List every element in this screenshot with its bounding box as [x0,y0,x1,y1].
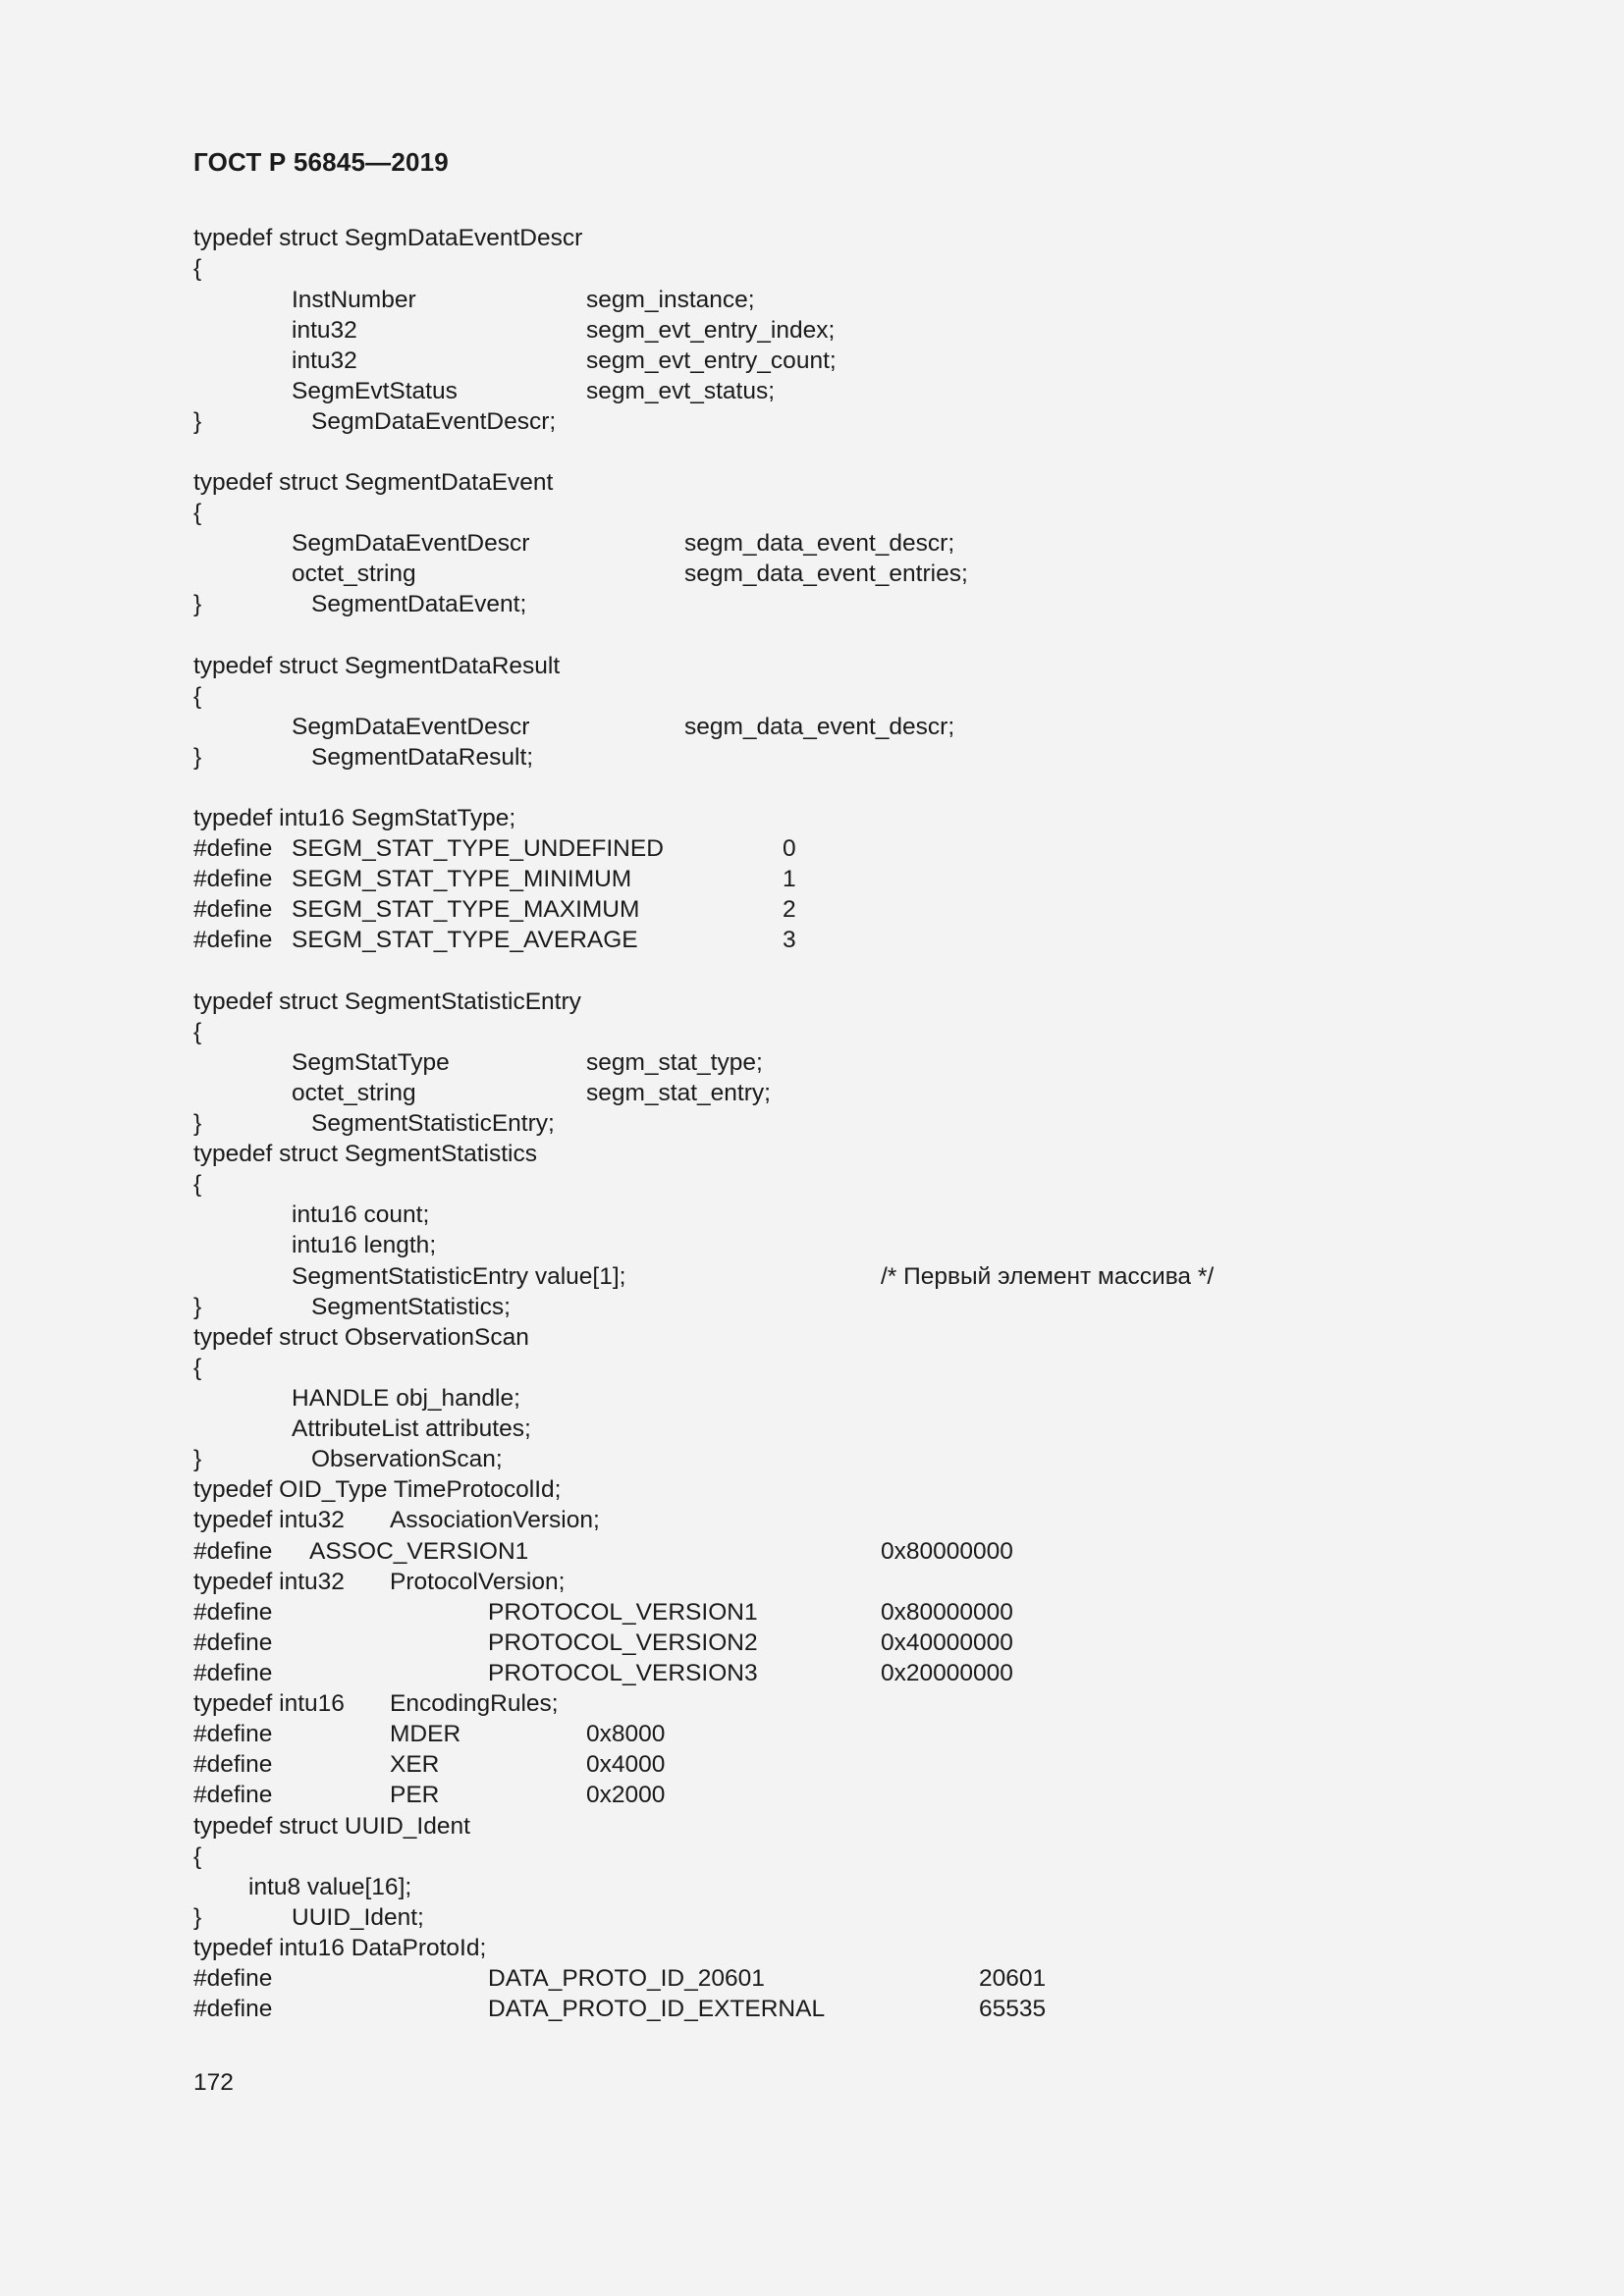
code-line [0,1658,1624,1688]
code-token: SegmentDataResult; [311,744,534,771]
code-token: typedef struct SegmentStatisticEntry [193,988,581,1015]
code-token: { [193,255,202,282]
code-token: #define [193,835,273,862]
code-token: #define [193,1965,273,1992]
code-token: 0x8000 [586,1721,666,1747]
code-token: #define [193,896,273,923]
code-token: ObservationScan; [311,1446,503,1472]
code-token: typedef intu32 [193,1507,345,1533]
code-token: #define [193,1721,273,1747]
code-line [0,1444,1624,1474]
code-line [0,1230,1624,1260]
code-token: SEGM_STAT_TYPE_UNDEFINED [292,835,664,862]
code-token: intu8 value[16]; [248,1874,412,1900]
code-line [0,1353,1624,1383]
code-token: SegmentStatistics; [311,1294,511,1320]
code-token: AttributeList attributes; [292,1415,531,1442]
code-token: #define [193,1538,273,1565]
code-token: { [193,1843,202,1870]
code-line [0,1933,1624,1963]
code-token: typedef struct UUID_Ident [193,1813,470,1840]
code-token: segm_data_event_descr; [684,530,955,557]
code-token: SegmDataEventDescr [292,530,530,557]
code-line [0,1597,1624,1628]
code-token: SegmentDataEvent; [311,591,527,617]
code-token: segm_instance; [586,287,755,313]
code-token: { [193,1019,202,1045]
code-token: PROTOCOL_VERSION3 [488,1660,758,1686]
code-token: segm_evt_entry_index; [586,317,836,344]
code-line [0,894,1624,925]
code-token: typedef OID_Type TimeProtocolId; [193,1476,562,1503]
code-line [0,406,1624,437]
code-token: SegmDataEventDescr [292,714,530,740]
code-token: PROTOCOL_VERSION1 [488,1599,758,1626]
code-token: } [193,744,202,771]
code-token: typedef struct ObservationScan [193,1324,529,1351]
code-token: UUID_Ident; [292,1904,424,1931]
code-line [0,1047,1624,1078]
code-token: InstNumber [292,287,416,313]
code-token: { [193,683,202,710]
code-line [0,559,1624,589]
code-line [0,1628,1624,1658]
code-line [0,1567,1624,1597]
code-line [0,498,1624,528]
code-line [0,1292,1624,1322]
code-token: typedef struct SegmentDataEvent [193,469,554,496]
code-line [0,1963,1624,1994]
code-token: typedef struct SegmDataEventDescr [193,225,583,251]
code-line [0,528,1624,559]
code-token: segm_data_event_entries; [684,561,968,587]
code-line [0,346,1624,376]
code-token: { [193,500,202,526]
code-line [0,376,1624,406]
code-token: segm_data_event_descr; [684,714,955,740]
code-token: typedef intu16 SegmStatType; [193,805,516,831]
code-token: segm_evt_entry_count; [586,347,837,374]
code-line [0,1842,1624,1872]
code-line [0,1017,1624,1047]
code-token: intu16 count; [292,1201,430,1228]
code-line [0,1505,1624,1535]
code-token: SEGM_STAT_TYPE_MAXIMUM [292,896,640,923]
code-token: typedef intu16 DataProtoId; [193,1935,487,1961]
code-token: #define [193,866,273,892]
code-line [0,681,1624,712]
code-line [0,1688,1624,1719]
code-line [0,1749,1624,1780]
page-number: 172 [193,2069,234,2096]
code-token: typedef struct SegmentDataResult [193,653,561,679]
code-token: { [193,1171,202,1198]
code-line [0,987,1624,1017]
code-token: SEGM_STAT_TYPE_AVERAGE [292,927,638,953]
code-line [0,285,1624,315]
code-token: segm_stat_entry; [586,1080,771,1106]
code-token: PER [390,1782,440,1808]
code-token: #define [193,927,273,953]
code-token: 0x20000000 [881,1660,1013,1686]
code-token: } [193,1446,202,1472]
code-token: 0x4000 [586,1751,666,1778]
code-token: SegmentStatisticEntry; [311,1110,555,1137]
code-token: typedef intu32 [193,1569,345,1595]
code-token: XER [390,1751,440,1778]
code-token: 1 [783,866,796,892]
code-token: } [193,591,202,617]
code-token: typedef intu16 [193,1690,345,1717]
code-token: DATA_PROTO_ID_EXTERNAL [488,1996,826,2022]
code-token: #define [193,1782,273,1808]
code-line [0,1902,1624,1933]
code-line [0,1811,1624,1842]
code-line [0,1719,1624,1749]
code-line [0,833,1624,864]
code-token: 3 [783,927,796,953]
code-token: MDER [390,1721,461,1747]
code-token: ASSOC_VERSION1 [309,1538,529,1565]
code-token: DATA_PROTO_ID_20601 [488,1965,765,1992]
code-token: #define [193,1599,273,1626]
code-token: 0x40000000 [881,1629,1013,1656]
code-token: octet_string [292,561,416,587]
code-line [0,1139,1624,1169]
code-token: intu32 [292,317,357,344]
code-line [0,712,1624,742]
code-token: HANDLE obj_handle; [292,1385,520,1412]
code-line [0,1200,1624,1230]
code-token: #define [193,1629,273,1656]
code-line [0,467,1624,498]
code-token: 2 [783,896,796,923]
code-token: #define [193,1996,273,2022]
code-token: SEGM_STAT_TYPE_MINIMUM [292,866,632,892]
code-line [0,651,1624,681]
code-token: typedef struct SegmentStatistics [193,1141,537,1167]
code-line [0,1474,1624,1505]
code-line [0,1383,1624,1414]
code-line [0,1169,1624,1200]
code-token: } [193,408,202,435]
code-token: 65535 [979,1996,1047,2022]
code-line [0,1322,1624,1353]
code-line [0,1994,1624,2024]
code-line [0,742,1624,773]
code-line [0,925,1624,955]
code-line [0,1261,1624,1292]
code-line [0,1872,1624,1902]
code-line [0,315,1624,346]
code-token: PROTOCOL_VERSION2 [488,1629,758,1656]
code-line [0,1078,1624,1108]
code-token: { [193,1355,202,1381]
code-token: segm_stat_type; [586,1049,763,1076]
code-line [0,589,1624,619]
code-token: AssociationVersion; [390,1507,600,1533]
code-token: EncodingRules; [390,1690,559,1717]
code-token: intu32 [292,347,357,374]
code-line [0,1536,1624,1567]
code-line [0,1414,1624,1444]
code-line [0,223,1624,253]
code-token: 0x80000000 [881,1538,1013,1565]
code-token: SegmDataEventDescr; [311,408,557,435]
code-token: #define [193,1751,273,1778]
code-token: } [193,1904,202,1931]
code-token: 0x80000000 [881,1599,1013,1626]
code-token: /* Первый элемент массива */ [881,1263,1215,1290]
code-token: #define [193,1660,273,1686]
code-token: ProtocolVersion; [390,1569,566,1595]
code-token: 0 [783,835,796,862]
code-token: SegmEvtStatus [292,378,458,404]
code-token: SegmStatType [292,1049,450,1076]
code-token: SegmentStatisticEntry value[1]; [292,1263,626,1290]
code-token: segm_evt_status; [586,378,776,404]
code-line [0,803,1624,833]
code-token: } [193,1294,202,1320]
code-token: } [193,1110,202,1137]
code-token: intu16 length; [292,1232,437,1258]
page-header: ГОСТ Р 56845—2019 [193,147,449,177]
code-line [0,253,1624,284]
code-token: 0x2000 [586,1782,666,1808]
code-token: 20601 [979,1965,1047,1992]
code-line [0,864,1624,894]
code-line [0,1108,1624,1139]
code-line [0,1780,1624,1810]
code-token: octet_string [292,1080,416,1106]
